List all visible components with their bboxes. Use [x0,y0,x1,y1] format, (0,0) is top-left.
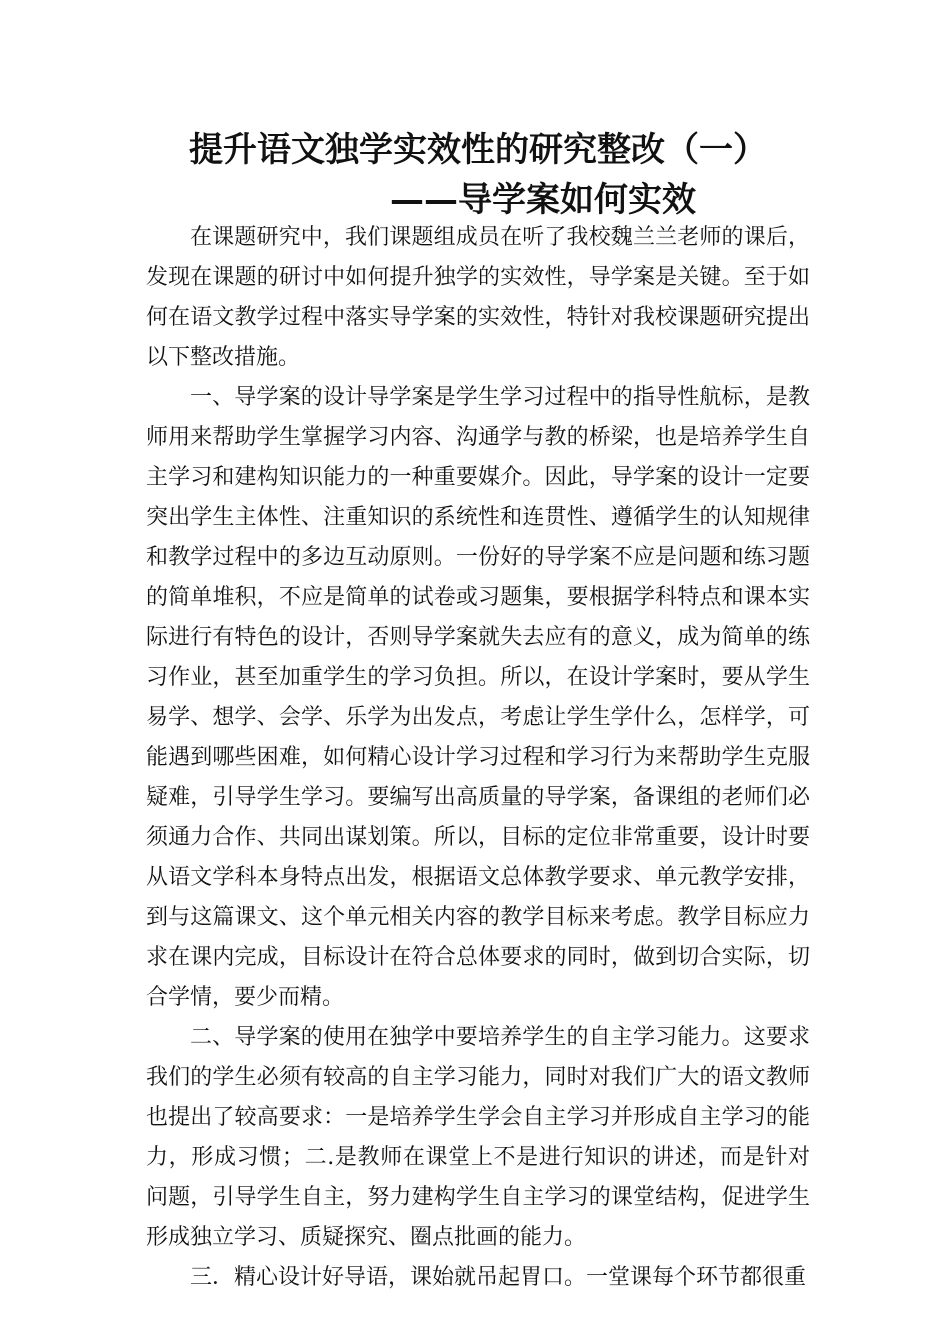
document-subtitle: ——导学案如何实效 [390,180,696,220]
document-title: 提升语文独学实效性的研究整改（一） [189,130,767,170]
paragraph-introduction-design: 三．精心设计好导语，课始就吊起胃口。一堂课每个环节都很重 [190,1265,807,1290]
document-body [146,218,810,1298]
paragraph-usage: 二、导学案的使用在独学中要培养学生的自主学习能力。这要求我们的学生必须有较高的自主学习能力，同时对我们广大的语文教师也提出了较高要求：一是培养学生学会自主学习并形成自主学习的能力，形成习惯；二.是教师在课堂上不是进行知识的讲述，而是针对问题，引导学生自主，努力建构学生自主学习的课堂结构，促进学生形成独立学习、质疑探究、圈点批画的能力。 [146,1025,810,1250]
paragraph-intro: 在课题研究中，我们课题组成员在听了我校魏兰兰老师的课后，发现在课题的研讨中如何提升独学的实效性，导学案是关键。至于如何在语文教学过程中落实导学案的实效性，特针对我校课题研究提出以下整改措施。 [146,225,810,370]
paragraph-design: 一、导学案的设计导学案是学生学习过程中的指导性航标，是教师用来帮助学生掌握学习内容、沟通学与教的桥梁，也是培养学生自主学习和建构知识能力的一种重要媒介。因此，导学案的设计一定要突出学生主体性、注重知识的系统性和连贯性、遵循学生的认知规律和教学过程中的多边互动原则。一份好的导学案不应是问题和练习题的简单堆积，不应是简单的试卷或习题集，要根据学科特点和课本实际进行有特色的设计，否则导学案就失去应有的意义，成为简单的练习作业，甚至加重学生的学习负担。所以，在设计学案时，要从学生易学、想学、会学、乐学为出发点，考虑让学生学什么，怎样学，可能遇到哪些困难，如何精心设计学习过程和学习行为来帮助学生克服疑难，引导学生学习。要编写出高质量的导学案，备课组的老师们必须通力合作、共同出谋划策。所以，目标的定位非常重要，设计时要从语文学科本身特点出发，根据语文总体教学要求、单元教学安排，到与这篇课文、这个单元相关内容的教学目标来考虑。教学目标应力求在课内完成，目标设计在符合总体要求的同时，做到切合实际，切合学情，要少而精。 [146,385,810,1010]
